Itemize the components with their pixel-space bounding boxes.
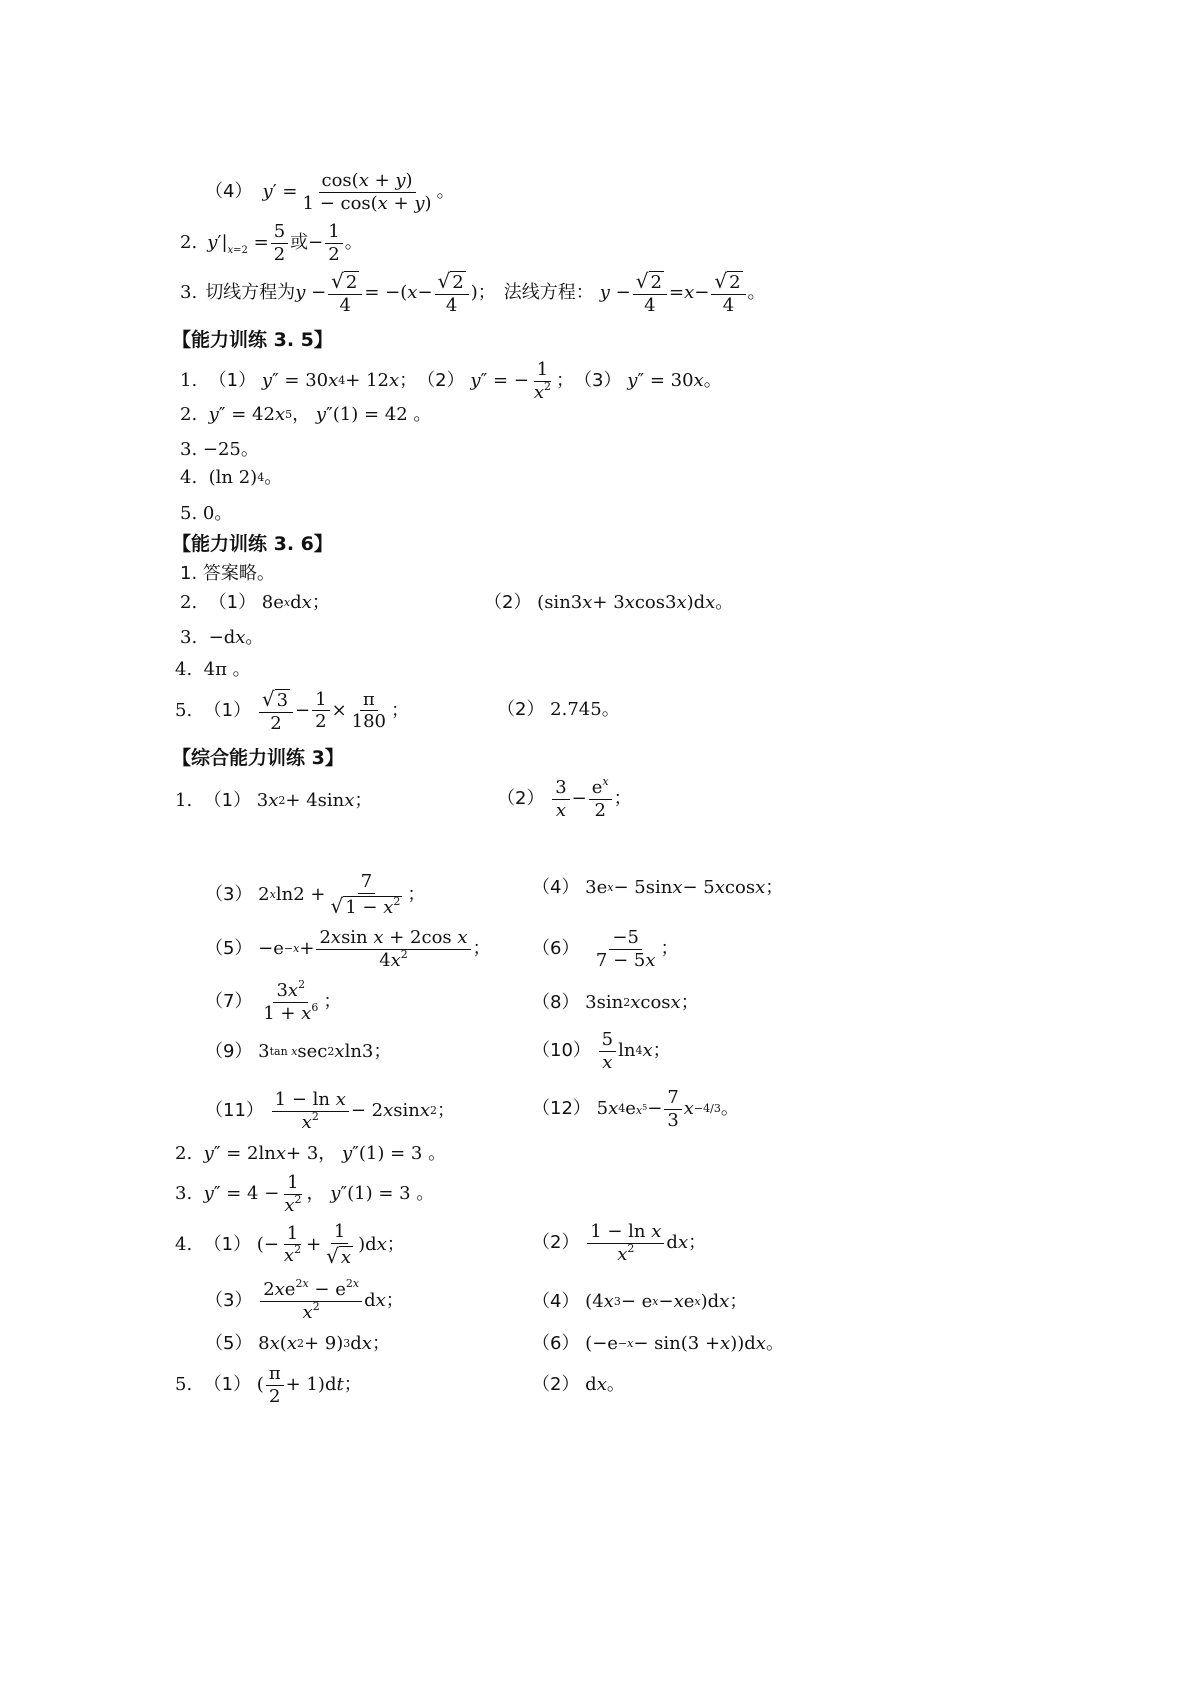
answer-line: （4） 3e x − 5sin x − 5 x cos x ； — [532, 877, 784, 898]
answer-line: （2） $\frac{3}{x}$ − $\frac{e^x}{2}$ ； — [497, 775, 632, 821]
fraction: $\frac{1}{√ x}$ — [326, 1221, 352, 1268]
answer-line: （5） −e −x + $\frac{\text{2xsin x + 2cos x}}{4x^2}$ ； — [205, 927, 491, 971]
fraction: $\frac{e^x}{2}$ — [589, 778, 612, 821]
answer-line: （7） $\frac{3x^2}{1 + x^6}$ ； — [205, 978, 342, 1024]
item-label: 2. — [180, 232, 198, 254]
answer-line: 5. 0。 — [180, 503, 233, 524]
fraction: $\frac{√ 2}{4}$ — [328, 270, 362, 316]
answer-line: （2） d x 。 — [532, 1374, 625, 1395]
math-expression: $y'|_{x=2}$ = — [207, 232, 269, 257]
answer-line: 3. y ″ = 4 − $\frac{1}{x^2}$ ， y ″(1) = 3 。 — [175, 1172, 435, 1216]
fraction: $\frac{2xe^{2x} - e^{2x}}{x^2}$ — [260, 1280, 362, 1323]
normal-label: 法线方程： — [503, 281, 594, 303]
section-heading-3-5: 【能力训练 3. 5】 — [172, 329, 333, 351]
answer-line: 2. y ″ = 42 x 5 ， y ″(1) = 42 。 — [180, 404, 432, 425]
fraction: $\frac{3}{x}$ — [552, 778, 569, 821]
fraction: $\frac{1}{2}$ — [325, 222, 342, 265]
answer-line: （6） $\frac{-5}{7 - 5x}$ ； — [532, 927, 679, 971]
fraction: $\frac{1}{2}$ — [312, 690, 329, 733]
answer-line: 1. 答案略。 — [180, 563, 275, 584]
item-label: 3. — [180, 281, 198, 303]
fraction: $\frac{√ 2}{4}$ — [711, 270, 745, 316]
fraction: $\frac{\cos(x + y)}{1 - \cos(x + y)}$ — [302, 170, 432, 214]
fraction: $\frac{\text{1 − ln x}}{x^2}$ — [272, 1090, 349, 1133]
answer-line: 4. （1） (− $\frac{1}{x^2}$ + $\frac{1}{√ x}$ )d x ； — [175, 1221, 405, 1268]
fraction: $\frac{7}{√ 1 - x^2}$ — [330, 871, 401, 918]
answer-line: 5. （1） ( $\frac{\pi}{2}$ + 1)d t ； — [175, 1363, 362, 1407]
answer-line: 2. $y'|_{x=2}$ = $\frac{5}{2}$ 或 − $\frac{1}{2}$ 。 — [180, 221, 363, 265]
fraction: $\frac{√ 3}{2}$ — [259, 688, 293, 734]
answer-line: （4） (4 x 3 − e x − x e x )d x ； — [532, 1291, 748, 1312]
fraction: $\frac{7}{3}$ — [664, 1088, 681, 1131]
answer-line: 1. （1） y ″ = 30 x 4 + 12 x ； （2） y ″ = − $\frac{1}{x^2}$ ； （3） y ″ = 30 x 。 — [180, 359, 722, 403]
fraction: $\frac{-5}{7 - 5x}$ — [595, 927, 656, 971]
fraction: $\frac{\text{1 − ln x}}{x^2}$ — [587, 1222, 664, 1265]
fraction: $\frac{\pi}{2}$ — [266, 1364, 284, 1407]
fraction: $\frac{5}{2}$ — [271, 222, 288, 265]
fraction: $\frac{1}{x^2}$ — [283, 1222, 302, 1267]
answer-line: 3. −d x 。 — [180, 627, 264, 648]
fraction: $\frac{\text{2xsin x + 2cos x}}{4x^2}$ — [316, 928, 470, 971]
answer-line: （10） $\frac{5}{x}$ ln 4 x ； — [532, 1029, 671, 1073]
answer-line: （2） (sin3 x + 3 x cos3 x )d x 。 — [484, 592, 734, 613]
answer-line: （8） 3sin 2 x cos x ； — [532, 992, 699, 1013]
fraction: $\frac{√ 2}{4}$ — [633, 270, 667, 316]
answer-line: （2） $\frac{\text{1 − ln x}}{x^2}$ d x ； — [532, 1221, 707, 1265]
math-expression: y − — [599, 281, 631, 303]
answer-line: （5） 8 x ( x 2 + 9) 3 d x ； — [205, 1333, 390, 1354]
math-expression: y − — [295, 281, 327, 303]
answer-line: 2. y ″ = 2ln x + 3， y ″(1) = 3 。 — [175, 1143, 447, 1164]
fraction: $\frac{1}{x^2}$ — [284, 1172, 302, 1216]
fraction: $\frac{√ 2}{4}$ — [435, 270, 469, 316]
fraction: $\frac{\pi}{180}$ — [351, 688, 387, 733]
fraction: $\frac{1}{x^2}$ — [533, 359, 552, 403]
answer-line: 4. 4π 。 — [175, 659, 251, 680]
section-heading-comprehensive: 【综合能力训练 3】 — [172, 747, 344, 769]
answer-line: （2） 2.745。 — [497, 699, 620, 720]
answer-line: （12） 5 x 4 e $x^5$ − $\frac{7}{3}$ x −4/3 。 — [532, 1087, 739, 1131]
fraction: $\frac{5}{x}$ — [599, 1030, 616, 1073]
answer-line: （11） $\frac{\text{1 − ln x}}{x^2}$ − 2 x sin x 2 ； — [205, 1089, 456, 1133]
answer-line: 3. 切线方程为 y − $\frac{√ 2}{4}$ = −( x − $\frac{√ 2}{4}$ )； 法线方程： y − $\frac{√ 2}{4}$ = x − $\frac{√ 2}{4}$ 。 — [180, 269, 766, 316]
answer-line: （3） $\frac{2xe^{2x} - e^{2x}}{x^2}$ d x ； — [205, 1277, 404, 1323]
answer-line: 4. (ln 2) 4 。 — [180, 467, 283, 488]
tangent-label: 切线方程为 — [205, 281, 296, 303]
answer-line: 3. −25。 — [180, 439, 259, 460]
section-heading-3-6: 【能力训练 3. 6】 — [172, 533, 333, 555]
answer-line: （6） (−e −x − sin(3 + x ))d x 。 — [532, 1333, 784, 1354]
answer-line: （3） 2 x ln2 + $\frac{7}{√ 1 - x^2}$ ； — [205, 871, 426, 918]
answer-line: 2. （1） 8e x d x ； — [180, 592, 330, 613]
answer-line: 1. （1） 3 x 2 + 4sin x ； — [175, 790, 373, 811]
answer-line: （9） 3 tan x sec 2 x ln3； — [205, 1041, 392, 1062]
item-label: （4） — [205, 181, 253, 203]
answer-line: 5. （1） $\frac{√ 3}{2}$ − $\frac{1}{2}$ × $\frac{\pi}{180}$ ； — [175, 687, 410, 734]
fraction: $\frac{3x^2}{1 + x^6}$ — [263, 978, 319, 1024]
math-expression: y′ = — [262, 181, 298, 203]
answer-line: （4） y′ = $\frac{\cos(x + y)}{1 - \cos(x + y)}$ 。 — [205, 170, 455, 214]
